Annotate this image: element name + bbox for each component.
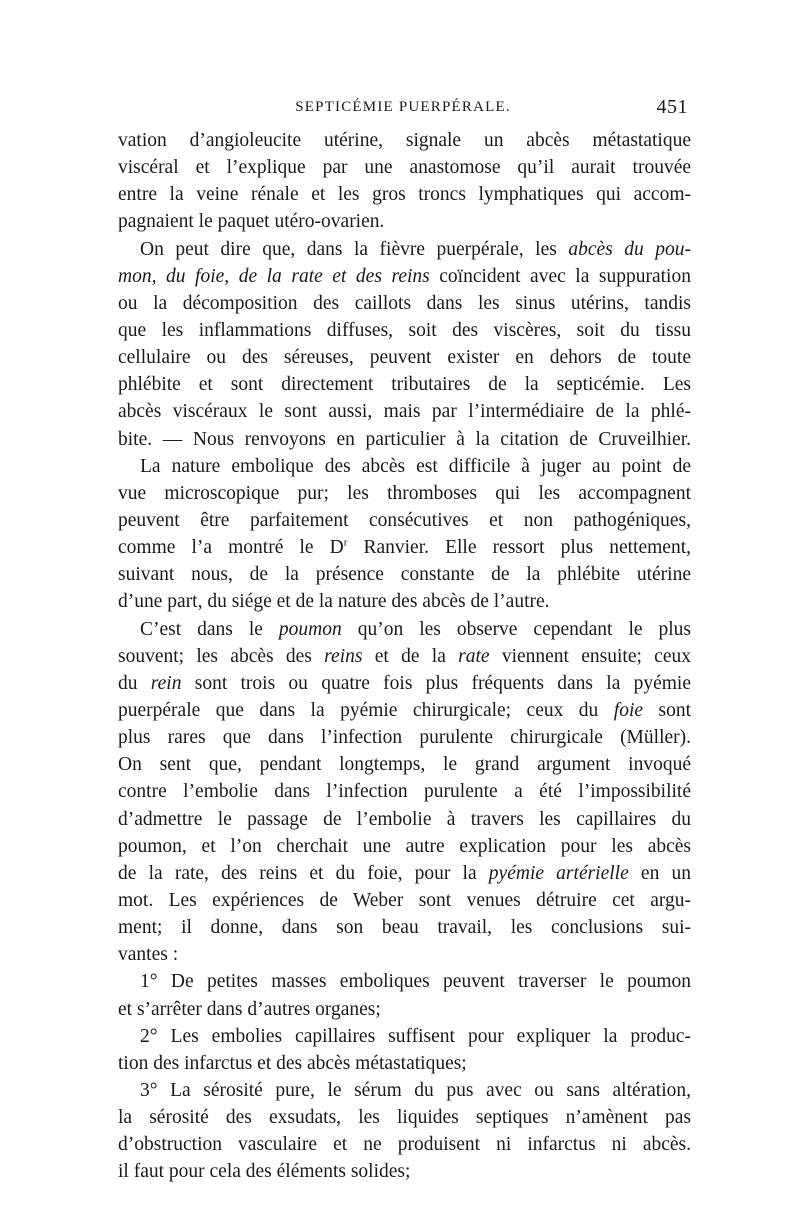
text-line: il faut pour cela des éléments solides; [118, 1161, 411, 1183]
text-segment: coïncident avec la suppuration [429, 265, 691, 287]
text-line: phlébite et sont directement tributaires de la septicémie. Les [118, 374, 691, 396]
text-line: 3° La sérosité pure, le sérum du pus avec ou sans altération, [140, 1079, 691, 1101]
text-line [118, 263, 691, 290]
text-line [118, 236, 691, 263]
text-line: La nature embolique des abcès est difficile à juger au point de [140, 455, 691, 477]
text-segment: et de la [362, 645, 459, 667]
italic-term: rein [150, 672, 182, 694]
page-number: 451 [656, 96, 688, 118]
italic-term: rate [458, 645, 490, 667]
italic-term: poumon [278, 618, 342, 640]
text-line: d’obstruction vasculaire et ne produisent ni infarctus ni abcès. [118, 1134, 691, 1156]
text-line: d’une part, du siége et de la nature des abcès de l’autre. [118, 591, 550, 613]
text-line: vue microscopique pur; les thromboses qui les accompagnent [118, 482, 691, 504]
text-line: vation d’angioleucite utérine, signale un abcès métastatique [118, 130, 691, 151]
text-segment: Ranvier. Elle ressort plus nettement, [347, 537, 691, 559]
text-line [118, 670, 691, 697]
text-line [118, 697, 691, 724]
text-segment: C’est dans le [140, 618, 279, 640]
text-line: 2° Les embolies capillaires suffisent pour expliquer la produc- [140, 1025, 691, 1047]
italic-term: reins [324, 645, 363, 667]
text-line [118, 534, 691, 561]
text-line: poumon, et l’on cherchait une autre explication pour les abcès [118, 835, 691, 857]
text-line [118, 860, 691, 887]
text-line: cellulaire ou des séreuses, peuvent exister en dehors de toute [118, 347, 691, 369]
text-segment: sont trois ou quatre fois plus fréquents dans la pyémie [181, 672, 691, 694]
text-line: la sérosité des exsudats, les liquides septiques n’amènent pas [118, 1107, 691, 1129]
text-line [118, 643, 691, 670]
text-segment: en un [628, 862, 692, 884]
italic-term: pyémie artérielle [488, 862, 629, 884]
text-segment: viennent ensuite; ceux [489, 645, 691, 667]
text-line: que les inflammations diffuses, soit des viscères, soit du tissu [118, 319, 691, 341]
text-segment: sont [643, 699, 691, 721]
body-text [118, 127, 691, 1185]
text-segment: de la rate, des reins et du foie, pour la [118, 862, 489, 884]
text-line [118, 616, 691, 643]
superscript: r [343, 536, 348, 549]
text-line: ou la décomposition des caillots dans les sinus utérins, tandis [118, 292, 691, 314]
text-segment: qu’on les observe cependant le plus [341, 618, 691, 640]
text-line: mot. Les expériences de Weber sont venues détruire cet argu- [118, 889, 691, 911]
text-line: plus rares que dans l’infection purulente chirurgicale (Müller). [118, 727, 691, 749]
text-line: ment; il donne, dans son beau travail, les conclusions sui- [118, 917, 691, 939]
running-title: SEPTICÉMIE PUERPÉRALE. [295, 99, 511, 115]
text-segment: On peut dire que, dans la fièvre puerpérale, les [140, 238, 569, 260]
italic-term: mon, du foie, de la rate et des reins [118, 265, 430, 287]
text-line: peuvent être parfaitement consécutives et non pathogéniques, [118, 509, 691, 531]
text-line: entre la veine rénale et les gros troncs lymphatiques qui accom- [118, 184, 691, 206]
text-line: abcès viscéraux le sont aussi, mais par l’intermédiaire de la phlé- [118, 401, 691, 423]
text-segment: du [118, 672, 151, 694]
text-line: d’admettre le passage de l’embolie à travers les capillaires du [118, 808, 691, 830]
text-segment: comme l’a montré le D [118, 537, 344, 559]
text-line: pagnaient le paquet utéro-ovarien. [118, 211, 385, 233]
text-segment: souvent; les abcès des [118, 645, 325, 667]
text-line: suivant nous, de la présence constante de la phlébite utérine [118, 564, 691, 586]
text-line: 1° De petites masses emboliques peuvent traverser le poumon [140, 971, 691, 993]
text-line: vantes : [118, 944, 179, 966]
italic-term: abcès du pou- [568, 238, 691, 260]
text-line: contre l’embolie dans l’infection purulente a été l’impossibilité [118, 781, 691, 803]
text-segment: puerpérale que dans la pyémie chirurgicale; ceux du [118, 699, 614, 721]
text-line: et s’arrêter dans d’autres organes; [118, 998, 381, 1020]
text-line: On sent que, pendant longtemps, le grand argument invoqué [118, 754, 691, 776]
text-line: viscéral et l’explique par une anastomose qu’il aurait trouvée [118, 157, 691, 179]
text-line: bite. — Nous renvoyons en particulier à la citation de Cruveilhier. [118, 428, 691, 450]
running-head [118, 94, 688, 120]
text-line: tion des infarctus et des abcès métastatiques; [118, 1052, 467, 1074]
italic-term: foie [613, 699, 644, 721]
